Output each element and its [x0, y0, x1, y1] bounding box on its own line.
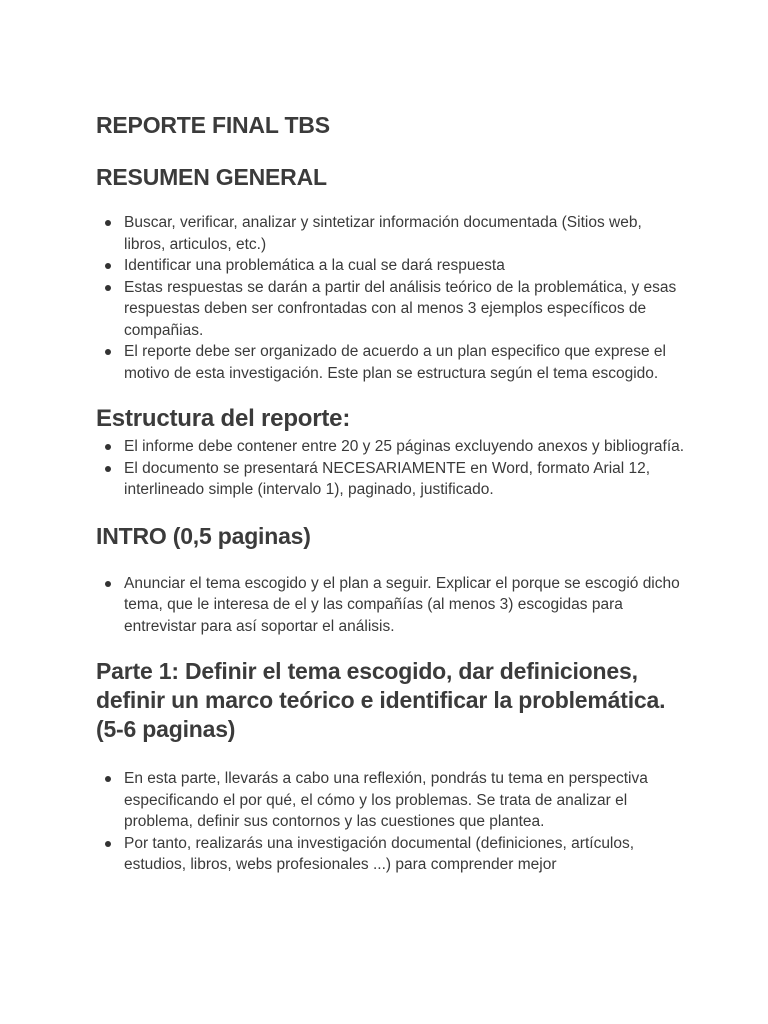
list-item-text: Estas respuestas se darán a partir del análisis teórico de la problemática, y esas respuestas deben ser confrontadas con al menos 3 ejemplos específicos de compañias.: [124, 278, 677, 339]
list-item: [96, 212, 686, 255]
list-item-text: Anunciar el tema escogido y el plan a seguir. Explicar el porque se escogió dicho tema, que le interesa de el y las compañías (al menos 3) escogidas para entrevistar para así soportar el análisis.: [124, 574, 680, 635]
bullet-icon: [105, 466, 111, 472]
list-item: [96, 458, 686, 501]
list-item: [96, 277, 686, 342]
section-heading-parte1: Parte 1: Definir el tema escogido, dar definiciones, definir un marco teórico e identificar la problemática. (5-6 paginas): [96, 658, 666, 742]
list-item-text: El reporte debe ser organizado de acuerdo a un plan especifico que exprese el motivo de esta investigación. Este plan se estructura según el tema escogido.: [124, 343, 667, 382]
list-item-text: El documento se presentará NECESARIAMENTE en Word, formato Arial 12, interlineado simple (intervalo 1), paginado, justificado.: [124, 459, 651, 498]
bullet-list-estructura: [96, 436, 686, 501]
list-item: [96, 833, 686, 876]
list-item: [96, 768, 686, 833]
document-page: [96, 110, 686, 876]
bullet-list-intro: [96, 573, 686, 638]
bullet-icon: [105, 285, 111, 291]
bullet-list-parte1: [96, 768, 686, 876]
list-item-text: Por tanto, realizarás una investigación documental (definiciones, artículos, estudios, libros, webs profesionales ...) para comprender mejor: [124, 834, 635, 873]
list-item: [96, 341, 686, 384]
list-item-text: En esta parte, llevarás a cabo una reflexión, pondrás tu tema en perspectiva especificando el por qué, el cómo y los problemas. Se trata de analizar el problema, definir sus contornos y las cuestiones que plantea.: [124, 770, 648, 830]
bullet-icon: [105, 841, 111, 847]
bullet-icon: [105, 581, 111, 587]
bullet-icon: [105, 444, 111, 450]
list-item: [96, 436, 686, 458]
list-item: [96, 573, 686, 638]
bullet-icon: [105, 776, 111, 782]
list-item-text: El informe debe contener entre 20 y 25 páginas excluyendo anexos y bibliografía.: [124, 438, 685, 455]
section-heading-estructura: Estructura del reporte:: [96, 405, 351, 432]
bullet-icon: [105, 220, 111, 226]
list-item: [96, 255, 686, 277]
list-item-text: Identificar una problemática a la cual se dará respuesta: [124, 257, 505, 274]
document-title: REPORTE FINAL TBS: [96, 112, 330, 138]
bullet-icon: [105, 349, 111, 355]
bullet-list-resumen: [96, 212, 686, 384]
bullet-icon: [105, 263, 111, 269]
section-heading-resumen: RESUMEN GENERAL: [96, 164, 327, 190]
section-heading-intro: INTRO (0,5 paginas): [96, 522, 311, 549]
list-item-text: Buscar, verificar, analizar y sintetizar información documentada (Sitios web, libros, articulos, etc.): [124, 214, 642, 253]
